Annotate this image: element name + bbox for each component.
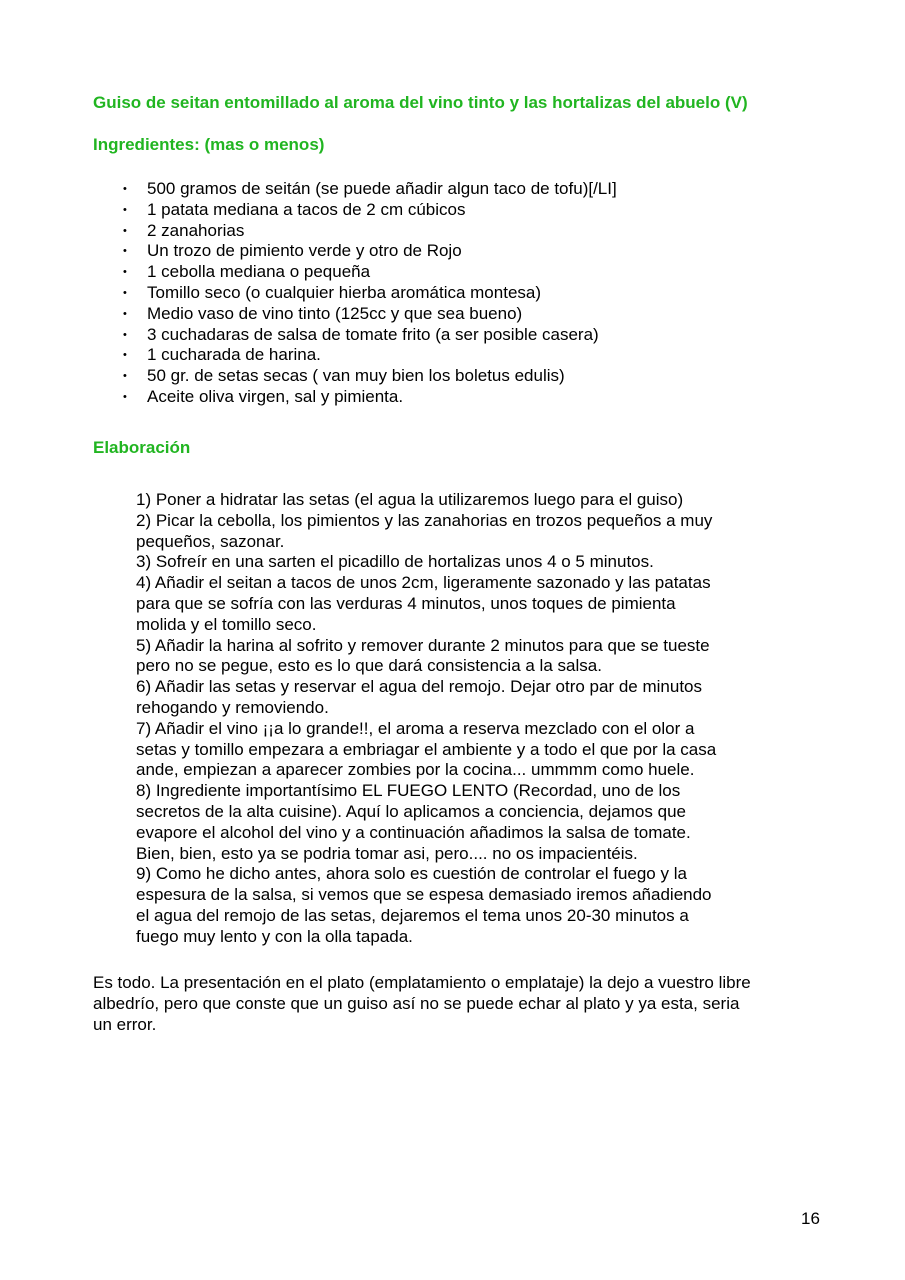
ingredient-item	[120, 387, 617, 408]
step-line: 4) Añadir el seitan a tacos de unos 2cm, ligeramente sazonado y las patatas	[136, 573, 711, 593]
ingredient-text: 3 cuchadaras de salsa de tomate frito (a ser posible casera)	[147, 324, 599, 344]
step-line: 2) Picar la cebolla, los pimientos y las zanahorias en trozos pequeños a muy	[136, 510, 713, 530]
ingredient-item	[120, 241, 617, 262]
bullet-icon: •	[123, 349, 127, 362]
ingredient-text: 50 gr. de setas secas ( van muy bien los boletus edulis)	[147, 366, 565, 386]
page-number: 16	[801, 1209, 820, 1228]
ingredients-heading: Ingredientes: (mas o menos)	[93, 135, 325, 154]
step-line: 9) Como he dicho antes, ahora solo es cuestión de controlar el fuego y la	[136, 864, 687, 884]
step-line: pequeños, sazonar.	[136, 531, 285, 551]
step-line: espesura de la salsa, si vemos que se espesa demasiado iremos añadiendo	[136, 885, 712, 905]
step-line: fuego muy lento y con la olla tapada.	[136, 926, 413, 946]
ingredient-text: Un trozo de pimiento verde y otro de Rojo	[147, 241, 462, 261]
ingredient-text: 1 patata mediana a tacos de 2 cm cúbicos	[147, 199, 466, 219]
bullet-icon: •	[123, 245, 127, 258]
bullet-icon: •	[123, 370, 127, 383]
step-line: 5) Añadir la harina al sofrito y remover durante 2 minutos para que se tueste	[136, 635, 710, 655]
step-line: molida y el tomillo seco.	[136, 614, 317, 634]
step-line: Bien, bien, esto ya se podria tomar asi, pero.... no os impacientéis.	[136, 843, 638, 863]
ingredient-item	[120, 345, 617, 366]
step-line: 8) Ingrediente importantísimo EL FUEGO LENTO (Recordad, uno de los	[136, 781, 681, 801]
closing-line: Es todo. La presentación en el plato (emplatamiento o emplataje) la dejo a vuestro libre	[93, 973, 751, 992]
ingredient-text: Aceite oliva virgen, sal y pimienta.	[147, 386, 404, 406]
step-line: setas y tomillo empezara a embriagar el ambiente y a todo el que por la casa	[136, 739, 717, 759]
bullet-icon: •	[123, 328, 127, 341]
bullet-icon: •	[123, 183, 127, 195]
ingredient-item	[120, 262, 617, 283]
bullet-icon: •	[123, 307, 127, 320]
ingredient-text: 1 cebolla mediana o pequeña	[147, 262, 371, 282]
step-line: 6) Añadir las setas y reservar el agua del remojo. Dejar otro par de minutos	[136, 677, 702, 697]
step-line: 7) Añadir el vino ¡¡a lo grande!!, el aroma a reserva mezclado con el olor a	[136, 718, 695, 738]
ingredient-text: 2 zanahorias	[147, 220, 245, 240]
closing-paragraph	[93, 973, 813, 1035]
ingredient-item	[120, 325, 617, 346]
step-line: para que se sofría con las verduras 4 minutos, unos toques de pimienta	[136, 593, 676, 613]
step-line: 1) Poner a hidratar las setas (el agua la utilizaremos luego para el guiso)	[136, 490, 684, 509]
ingredient-item	[120, 304, 617, 325]
ingredient-item	[120, 179, 617, 200]
step-line: 3) Sofreír en una sarten el picadillo de hortalizas unos 4 o 5 minutos.	[136, 552, 654, 572]
bullet-icon: •	[123, 224, 127, 237]
step-line: rehogando y removiendo.	[136, 697, 329, 717]
bullet-icon: •	[123, 390, 127, 403]
step-line: secretos de la alta cuisine). Aquí lo aplicamos a conciencia, dejamos que	[136, 801, 686, 821]
bullet-icon: •	[123, 286, 127, 299]
ingredient-text: Tomillo seco (o cualquier hierba aromática montesa)	[147, 282, 542, 302]
ingredient-text: 500 gramos de seitán (se puede añadir algun taco de tofu)[/LI]	[147, 179, 617, 198]
bullet-icon: •	[123, 203, 127, 216]
ingredient-text: Medio vaso de vino tinto (125cc y que sea bueno)	[147, 303, 523, 323]
step-line: el agua del remojo de las setas, dejaremos el tema unos 20-30 minutos a	[136, 905, 689, 925]
ingredient-item	[120, 221, 617, 242]
bullet-icon: •	[123, 266, 127, 279]
step-line: pero no se pegue, esto es lo que dará consistencia a la salsa.	[136, 656, 602, 676]
ingredient-item	[120, 366, 617, 387]
step-line: evapore el alcohol del vino y a continuación añadimos la salsa de tomate.	[136, 822, 691, 842]
recipe-title: Guiso de seitan entomillado al aroma del vino tinto y las hortalizas del abuelo (V)	[93, 93, 748, 112]
ingredient-item	[120, 200, 617, 221]
ingredient-item	[120, 283, 617, 304]
closing-line: albedrío, pero que conste que un guiso así no se puede echar al plato y ya esta, seria	[93, 993, 740, 1013]
elaboration-heading: Elaboración	[93, 438, 191, 457]
elaboration-steps	[136, 490, 776, 948]
ingredients-list	[120, 179, 617, 408]
step-line: ande, empiezan a aparecer zombies por la cocina... ummmm como huele.	[136, 760, 695, 780]
ingredient-text: 1 cucharada de harina.	[147, 345, 321, 365]
closing-line: un error.	[93, 1014, 157, 1034]
